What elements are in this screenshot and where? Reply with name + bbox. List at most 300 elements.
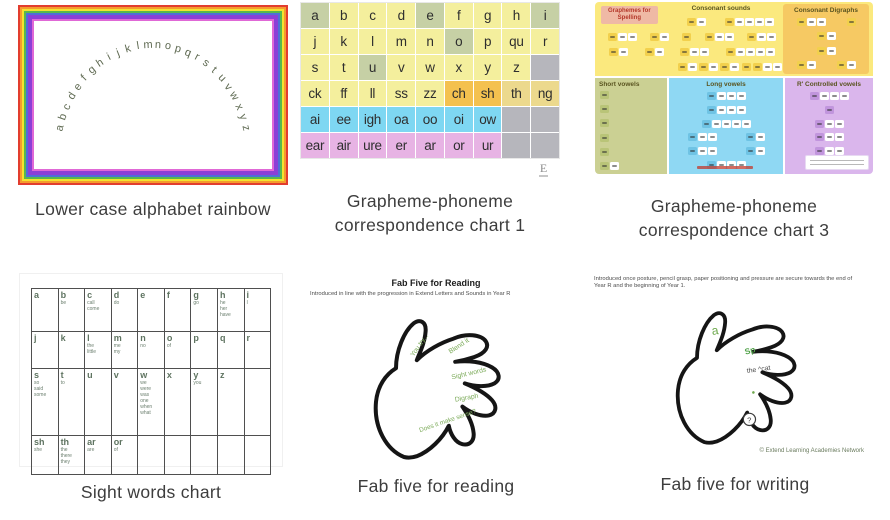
alphabet-rainbow-thumbnail[interactable]: [18, 5, 288, 185]
finger-label-you-try: You try...: [409, 332, 431, 359]
grapheme-cell: [732, 120, 741, 128]
grapheme-cell: [837, 61, 846, 69]
caption-fab-writing: Fab five for writing: [660, 474, 810, 494]
fab-reading-title: Fab Five for Reading: [391, 278, 481, 288]
sight-words-cell: [164, 289, 191, 331]
grapheme-cell: [757, 33, 766, 41]
grapheme-cell: [600, 119, 609, 127]
gpc1-cell: ss: [387, 81, 415, 106]
grapheme-cluster: [797, 61, 816, 69]
chart3-row: [673, 106, 779, 114]
reading-hand-drawing: [343, 301, 529, 461]
fab-writing-thumbnail[interactable]: [592, 272, 878, 464]
grapheme-cell: [742, 63, 751, 71]
chart3-row: [673, 147, 779, 155]
grapheme-cell: [688, 147, 697, 155]
sight-letter: m: [113, 333, 122, 343]
short-vowel-row: [600, 162, 619, 170]
grapheme-cell: [730, 63, 739, 71]
alphabet-letter: l: [135, 40, 140, 53]
grapheme-cell: [742, 120, 751, 128]
sight-words-cell: [111, 332, 138, 368]
sight-letter: i: [246, 290, 250, 300]
graphemes-label-line1: Graphemes for: [608, 8, 651, 14]
sight-words-row: [32, 331, 270, 368]
sight-letter: f: [166, 290, 170, 300]
gpc1-cell: n: [416, 29, 444, 54]
sight-word: was: [140, 392, 150, 398]
gpc1-cell: y: [474, 55, 502, 80]
grapheme-cell: [725, 33, 734, 41]
grapheme-cell: [767, 33, 776, 41]
grapheme-cell: [600, 134, 609, 142]
alphabet-letter: u: [215, 71, 229, 85]
alphabet-letter: o: [164, 39, 173, 53]
rainbow-border-ring: [20, 7, 286, 183]
r-controlled-note-box: [805, 155, 869, 170]
card-fab-writing: [592, 272, 878, 496]
sight-letter: ar: [87, 437, 96, 447]
grapheme-cell: [610, 162, 619, 170]
gpc1-cell: m: [387, 29, 415, 54]
grapheme-cell: [715, 33, 724, 41]
card-gpc-chart3: [595, 2, 873, 242]
grapheme-cluster: [817, 47, 836, 55]
sight-letter: z: [219, 370, 225, 380]
grapheme-cell: [746, 133, 755, 141]
sight-words-cell: [164, 436, 191, 474]
finger-label-blend-it: Blend it: [447, 337, 471, 356]
grapheme-cell: [600, 148, 609, 156]
sight-words-cell: [137, 289, 164, 331]
sight-letter: w: [140, 370, 148, 380]
grapheme-cell: [697, 18, 706, 26]
grapheme-cell: [698, 133, 707, 141]
gpc1-cell: qu: [502, 29, 530, 54]
alphabet-letter: h: [94, 56, 106, 70]
chart3-row: [789, 106, 869, 114]
grapheme-cell: [717, 92, 726, 100]
gpc-chart1-grid: [300, 2, 560, 159]
grapheme-cell: [756, 147, 765, 155]
sight-words-cell: [84, 436, 111, 474]
grapheme-cell: [753, 63, 762, 71]
alphabet-letter: c: [60, 101, 74, 112]
grapheme-cell: [705, 33, 714, 41]
consonant-sounds-panel: [599, 4, 783, 74]
gpc-chart3-thumbnail[interactable]: [595, 2, 873, 174]
consonant-section: [595, 2, 873, 76]
grapheme-cluster: [699, 63, 718, 71]
grapheme-cluster: [608, 33, 637, 41]
alphabet-letter: i: [105, 51, 113, 64]
sight-letter: y: [193, 370, 199, 380]
grapheme-cell: [702, 120, 711, 128]
alphabet-letter: z: [239, 124, 253, 133]
alphabet-letter: s: [200, 56, 212, 70]
sight-word: of: [166, 343, 171, 349]
gpc1-cell: ear: [301, 133, 329, 158]
sight-word: we: [140, 380, 147, 386]
grapheme-cluster: [753, 63, 782, 71]
sight-words-cell: [244, 436, 271, 474]
sight-word: I: [246, 300, 248, 306]
grapheme-cell: [817, 18, 826, 26]
grapheme-cell: [747, 33, 756, 41]
chart3-row: [789, 120, 869, 128]
sight-letter: p: [193, 333, 199, 343]
fab-reading-subtitle: Introduced in line with the progression in Extend Letters and Sounds in Year R: [310, 291, 511, 297]
chart3-row: [677, 63, 783, 71]
sight-word: they: [60, 459, 71, 465]
gpc1-cell: [502, 107, 530, 132]
alphabet-letter: y: [236, 112, 250, 122]
gpc1-cell: k: [330, 29, 358, 54]
grapheme-cell: [698, 147, 707, 155]
gpc1-cell: ll: [359, 81, 387, 106]
alphabet-arc: [34, 21, 272, 169]
sight-words-cell: [190, 369, 217, 435]
grapheme-cell: [600, 91, 609, 99]
short-vowels-cells: [599, 89, 663, 172]
grapheme-cell: [736, 48, 745, 56]
grapheme-cluster: [810, 92, 849, 100]
alphabet-letter: j: [114, 46, 122, 59]
grapheme-cluster: [797, 18, 826, 26]
sight-word: call: [87, 300, 95, 306]
grapheme-cluster: [707, 92, 746, 100]
sight-words-row: [32, 289, 270, 331]
gpc1-cell: [531, 133, 559, 158]
gpc1-cell: v: [387, 55, 415, 80]
gpc1-cell: f: [445, 3, 473, 28]
caption-gpc-chart3: Grapheme-phoneme correspondence chart 3: [638, 196, 830, 240]
r-controlled-vowels-panel: [785, 78, 873, 174]
sight-word: do: [113, 300, 120, 306]
caption-gpc-chart1: Grapheme-phoneme correspondence chart 1: [334, 191, 526, 235]
gpc1-cell: r: [531, 29, 559, 54]
gpc1-cell: ck: [301, 81, 329, 106]
alphabet-letter: g: [85, 63, 99, 77]
sight-letter: or: [113, 437, 123, 447]
sight-words-cell: [137, 436, 164, 474]
sight-words-thumbnail[interactable]: [20, 274, 282, 466]
sight-word: one: [140, 398, 149, 404]
grapheme-cell: [737, 92, 746, 100]
gpc1-cell: b: [330, 3, 358, 28]
grapheme-cell: [618, 33, 627, 41]
grapheme-cell: [746, 48, 755, 56]
card-alphabet-rainbow: [18, 5, 288, 221]
grapheme-cell: [650, 33, 659, 41]
gpc1-cell: ee: [330, 107, 358, 132]
consonant-digraphs-cells: [786, 15, 866, 72]
grapheme-cluster: [702, 120, 751, 128]
rainbow-border-ring: [28, 15, 278, 175]
grapheme-cell: [707, 92, 716, 100]
grapheme-cluster: [680, 48, 709, 56]
grapheme-cluster: [687, 18, 706, 26]
gpc1-cell: s: [301, 55, 329, 80]
sight-word: were: [140, 386, 152, 392]
sight-word: said: [34, 386, 44, 392]
gpc1-cell: air: [330, 133, 358, 158]
grapheme-cell: [600, 162, 609, 170]
sight-letter: o: [166, 333, 173, 343]
rainbow-border-ring: [22, 9, 284, 181]
publisher-logo: E: [539, 161, 548, 175]
card-gpc-chart1: [300, 2, 560, 237]
grapheme-cell: [678, 63, 687, 71]
sight-words-cell: [84, 289, 111, 331]
gpc-chart1-footer: [300, 159, 560, 187]
sight-words-cell: [190, 436, 217, 474]
sight-words-cell: [111, 369, 138, 435]
grapheme-cluster: [688, 147, 717, 155]
gpc1-cell: ow: [474, 107, 502, 132]
caption-alphabet-rainbow: Lower case alphabet rainbow: [35, 199, 271, 219]
sight-words-cell: [137, 332, 164, 368]
alphabet-letter: r: [192, 51, 202, 64]
sight-word: the: [60, 447, 68, 453]
consonant-sounds-header: Consonant sounds: [691, 5, 751, 12]
sight-letter: v: [113, 370, 119, 380]
sight-letter: sh: [34, 437, 45, 447]
sight-word: her: [219, 306, 228, 312]
grapheme-cluster: [650, 33, 669, 41]
sight-word: have: [219, 312, 231, 318]
sight-words-row: [32, 368, 270, 435]
grapheme-cell: [835, 133, 844, 141]
sight-letter: c: [87, 290, 93, 300]
sight-word: no: [140, 343, 146, 349]
gpc1-cell: ur: [474, 133, 502, 158]
chart3-row: [789, 92, 869, 100]
grapheme-cell: [847, 18, 856, 26]
grapheme-cell: [815, 133, 824, 141]
sight-word: little: [87, 349, 97, 355]
sight-words-cell: [58, 332, 85, 368]
gpc1-cell: w: [416, 55, 444, 80]
sight-letter: e: [140, 290, 146, 300]
grapheme-cell: [720, 63, 729, 71]
grapheme-cell: [660, 33, 669, 41]
grapheme-cell: [609, 48, 618, 56]
sight-word: she: [34, 447, 43, 453]
sight-words-cell: [111, 289, 138, 331]
grapheme-cell: [688, 63, 697, 71]
gpc1-cell: or: [445, 133, 473, 158]
sight-words-cell: [84, 369, 111, 435]
sight-words-cell: [244, 289, 271, 331]
grapheme-cluster: [825, 106, 834, 114]
sight-words-cell: [58, 436, 85, 474]
grapheme-cell: [825, 106, 834, 114]
grapheme-cluster: [817, 32, 836, 40]
chart3-row: [601, 48, 783, 56]
finger-label-digraph: Digraph: [454, 392, 479, 404]
r-controlled-header: R' Controlled vowels: [796, 81, 862, 88]
grapheme-cluster: [742, 63, 751, 71]
grapheme-cluster: [847, 18, 856, 26]
rainbow-border-ring: [26, 13, 280, 177]
finger-label-sight-words: Sight words: [450, 366, 488, 382]
gpc1-cell: ff: [330, 81, 358, 106]
sight-words-cell: [217, 332, 244, 368]
gpc1-cell: [531, 107, 559, 132]
sight-words-cell: [32, 369, 58, 435]
rainbow-border-ring: [24, 11, 282, 179]
chart3-row: [786, 32, 866, 40]
fab-writing-intro-line2: Year R and the beginning of Year 1.: [594, 283, 686, 289]
gpc1-cell: oi: [445, 107, 473, 132]
finger-label-a: a: [710, 323, 720, 339]
sight-words-cell: [217, 369, 244, 435]
finger-label-the-cat: the ^cat: [746, 364, 771, 376]
sight-letter: b: [60, 290, 67, 300]
chart3-row: [786, 18, 866, 26]
fab-writing-intro-line1: Introduced once posture, pencil grasp, paper positioning and pressure are secure towards the end of: [594, 276, 853, 282]
alphabet-letter: k: [123, 42, 133, 56]
grapheme-cell: [690, 48, 699, 56]
grapheme-cell: [680, 48, 689, 56]
sight-words-cell: [111, 436, 138, 474]
grapheme-cluster: [815, 133, 844, 141]
alphabet-letter: n: [154, 38, 162, 52]
grapheme-cell: [727, 92, 736, 100]
alphabet-letter: d: [65, 90, 79, 103]
palm-label-make-sense: Does it make sense?: [418, 408, 478, 435]
grapheme-cell: [810, 92, 819, 100]
sight-words-cell: [58, 369, 85, 435]
sight-words-cell: [32, 436, 58, 474]
sight-word: there: [60, 453, 72, 459]
sight-word: me: [113, 343, 121, 349]
sight-letter: th: [60, 437, 70, 447]
finger-label-sp: Sp: [743, 344, 757, 357]
grapheme-cell: [628, 33, 637, 41]
grapheme-cell: [807, 18, 816, 26]
alphabet-letter: f: [79, 72, 90, 84]
grapheme-cluster: [705, 33, 734, 41]
alphabet-letter: q: [182, 45, 193, 60]
card-fab-reading: [308, 272, 564, 498]
gpc-chart1-thumbnail[interactable]: [300, 2, 560, 187]
alphabet-letter: t: [209, 64, 220, 76]
grapheme-cell: [655, 48, 664, 56]
sight-word: you: [193, 380, 202, 386]
sight-words-cell: [244, 369, 271, 435]
sight-words-cell: [32, 289, 58, 331]
short-vowels-header: Short vowels: [599, 81, 640, 88]
hand-outline: [678, 313, 795, 443]
grapheme-cell: [766, 48, 775, 56]
long-vowels-cells: [673, 89, 779, 172]
short-vowel-row: [600, 148, 609, 156]
alphabet-letter: b: [56, 112, 70, 123]
consonant-sounds-cells: [599, 14, 783, 74]
grapheme-cluster: [837, 61, 856, 69]
alphabet-letter: e: [71, 80, 85, 93]
grapheme-cell: [825, 120, 834, 128]
grapheme-cluster: [747, 33, 776, 41]
sight-words-cell: [137, 369, 164, 435]
grapheme-cell: [807, 61, 816, 69]
grapheme-cluster: [707, 106, 746, 114]
alphabet-letter: v: [221, 80, 235, 93]
graphemes-label-line2: Spelling: [617, 15, 642, 21]
sight-letter: k: [60, 333, 66, 343]
grapheme-cell: [797, 18, 806, 26]
grapheme-cell: [727, 106, 736, 114]
sight-words-cell: [217, 289, 244, 331]
grapheme-cell: [726, 48, 735, 56]
grapheme-cell: [707, 106, 716, 114]
finger-label-dot: ●: [751, 388, 756, 397]
gpc1-cell: igh: [359, 107, 387, 132]
rainbow-border-ring: [32, 19, 274, 171]
fab-reading-thumbnail[interactable]: [308, 272, 564, 464]
short-vowel-row: [600, 119, 609, 127]
sight-words-cell: [190, 289, 217, 331]
chart3-row: [673, 92, 779, 100]
grapheme-cluster: [645, 48, 664, 56]
grapheme-cell: [619, 48, 628, 56]
gpc1-cell: ure: [359, 133, 387, 158]
sight-word: come: [87, 306, 100, 312]
alphabet-letter: m: [143, 38, 153, 52]
grapheme-cell: [847, 61, 856, 69]
grapheme-cluster: [725, 18, 774, 26]
chart3-row: [673, 133, 779, 141]
grapheme-cell: [773, 63, 782, 71]
gpc1-cell: c: [359, 3, 387, 28]
grapheme-cluster: [815, 120, 844, 128]
short-vowel-row: [600, 134, 609, 142]
grapheme-cell: [700, 48, 709, 56]
long-vowels-panel: [669, 78, 783, 174]
sight-words-table: [31, 288, 271, 475]
gpc1-cell: p: [474, 29, 502, 54]
grapheme-cell: [763, 63, 772, 71]
rainbow-border-ring: [18, 5, 288, 185]
consonant-digraphs-panel: [783, 4, 869, 74]
gpc1-cell: u: [359, 55, 387, 80]
grapheme-cell: [820, 92, 829, 100]
grapheme-cell: [709, 63, 718, 71]
sight-letter: n: [140, 333, 146, 343]
sight-words-cell: [58, 289, 85, 331]
sight-word: are: [87, 447, 95, 453]
grapheme-cell: [699, 63, 708, 71]
sight-words-cell: [84, 332, 111, 368]
sight-word: so: [34, 380, 40, 386]
grapheme-cell: [756, 133, 765, 141]
short-vowels-panel: [595, 78, 667, 174]
grapheme-cell: [827, 32, 836, 40]
writing-hand-drawing: [646, 294, 824, 446]
sight-word: to: [60, 380, 65, 386]
grapheme-cluster: [720, 63, 739, 71]
grapheme-cell: [746, 147, 755, 155]
gpc1-cell: er: [387, 133, 415, 158]
gpc1-cell: zz: [416, 81, 444, 106]
chart3-row: [789, 133, 869, 141]
sight-words-cell: [164, 369, 191, 435]
grapheme-cell: [687, 18, 696, 26]
grapheme-cell: [745, 18, 754, 26]
sight-word: what: [140, 410, 151, 416]
